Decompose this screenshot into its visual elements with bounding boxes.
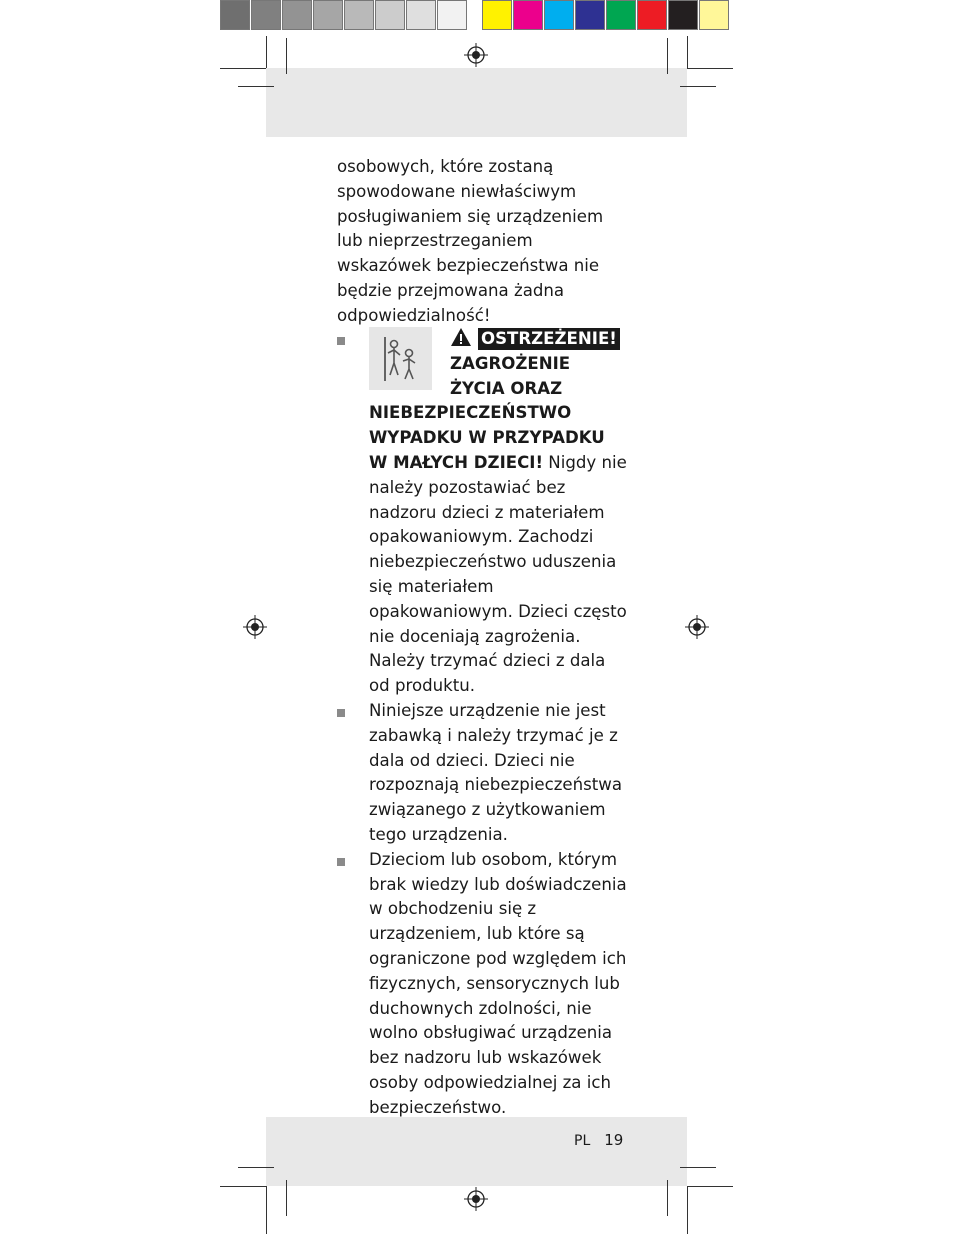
crop-mark <box>667 1180 668 1216</box>
color-swatch <box>637 0 667 30</box>
gray-swatch <box>437 0 467 30</box>
bullet-text: Niniejsze urządzenie nie jest zabawką i należy trzymać je z dala od dzieci. Dzieci nie rozpoznają niebezpieczeństwa związanego z użytkowaniem tego urządzenia. <box>369 700 623 844</box>
gray-swatch <box>375 0 405 30</box>
crop-mark <box>687 1186 688 1234</box>
crop-mark <box>266 1186 267 1234</box>
page-footer <box>574 1131 623 1149</box>
gray-swatch <box>313 0 343 30</box>
grayscale-calibration-bar <box>220 0 468 32</box>
crop-mark <box>687 36 688 68</box>
language-code: PL <box>574 1133 591 1149</box>
intro-paragraph: osobowych, które zostaną spowodowane niewłaściwym posługiwaniem się urządzeniem lub nieprzestrzeganiem wskazówek bezpieczeństwa nie będzie przejmowana żadna odpowiedzialność! <box>337 157 604 325</box>
gray-swatch <box>282 0 312 30</box>
crop-mark <box>687 1186 733 1187</box>
warning-heading: ZAGROŻENIE ŻYCIA ORAZ NIEBEZPIECZEŃSTWO WYPADKU W PRZYPADKU W MAŁYCH DZIECI! <box>369 353 605 472</box>
warning-triangle-icon <box>450 327 472 347</box>
warning-label: OSTRZEŻENIE! <box>478 328 620 350</box>
color-swatch <box>699 0 729 30</box>
color-swatch <box>544 0 574 30</box>
safety-bullet-list <box>337 327 627 1121</box>
crop-mark <box>687 68 733 69</box>
crop-mark <box>238 1167 274 1168</box>
bullet-text: Dzieciom lub osobom, którym brak wiedzy lub doświadczenia w obchodzeniu się z urządzeniem, lub które są ograniczone pod względem ich fizycznych, sensorycznych lub duchownych zdolności, nie wolno obsługiwać urządzenia bez nadzoru lub wskazówek osoby odpowiedzialnej za ich bezpieczeństwo. <box>369 849 627 1117</box>
crop-mark <box>286 38 287 74</box>
color-swatch <box>606 0 636 30</box>
crop-mark <box>680 86 716 87</box>
crop-mark <box>680 1167 716 1168</box>
header-band <box>266 68 687 137</box>
list-item <box>337 848 627 1121</box>
crop-mark <box>220 68 266 69</box>
process-color-calibration-bar <box>482 0 730 32</box>
registration-mark-icon <box>685 615 709 639</box>
list-item <box>337 327 627 699</box>
crop-mark <box>667 38 668 74</box>
registration-mark-icon <box>464 1187 488 1211</box>
page-number: 19 <box>604 1131 624 1149</box>
warning-body: Nigdy nie należy pozostawiać bez nadzoru dzieci z materiałem opakowaniowym. Zachodzi niebezpieczeństwo uduszenia się materiałem opakowaniowym. Dzieci często nie doceniają zagrożenia. Należy trzymać dzieci z dala od produktu. <box>369 452 627 696</box>
registration-mark-icon <box>464 43 488 67</box>
gray-swatch <box>220 0 250 30</box>
bullet-square <box>337 337 345 345</box>
color-swatch <box>513 0 543 30</box>
crop-mark <box>266 36 267 68</box>
color-swatch <box>482 0 512 30</box>
bullet-square <box>337 709 345 717</box>
registration-mark-icon <box>243 615 267 639</box>
bullet-square <box>337 858 345 866</box>
footer-band <box>266 1117 687 1186</box>
list-item <box>337 699 627 848</box>
color-swatch <box>668 0 698 30</box>
gray-swatch <box>344 0 374 30</box>
crop-mark <box>220 1186 266 1187</box>
children-safety-pictogram <box>369 327 432 390</box>
gray-swatch <box>251 0 281 30</box>
gray-swatch <box>406 0 436 30</box>
color-swatch <box>575 0 605 30</box>
crop-mark <box>286 1180 287 1216</box>
crop-mark <box>238 86 274 87</box>
